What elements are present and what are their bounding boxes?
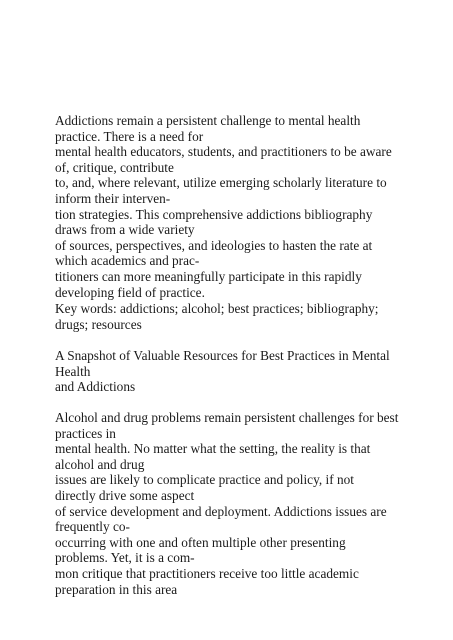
abstract-line: draws from a wide variety (55, 222, 195, 238)
abstract-line: inform their interven- (55, 190, 171, 206)
section-heading (55, 348, 415, 395)
abstract-line: practice. There is a need for (55, 128, 204, 144)
body-line: Alcohol and drug problems remain persistent challenges for best (55, 410, 399, 425)
body-line: frequently co- (55, 519, 130, 535)
keywords-line: Key words: addictions; alcohol; best practices; bibliography; (55, 301, 379, 316)
keywords-line: drugs; resources (55, 316, 142, 332)
body-paragraph (55, 410, 415, 597)
abstract-paragraph (55, 113, 415, 300)
heading-line: and Addictions (55, 379, 136, 395)
body-line: practices in (55, 425, 116, 441)
abstract-line: mental health educators, students, and practitioners to be aware (55, 144, 392, 160)
abstract-line: Addictions remain a persistent challenge to mental health (55, 113, 361, 128)
heading-line: A Snapshot of Valuable Resources for Best Practices in Mental (55, 348, 390, 363)
abstract-line: of, critique, contribute (55, 159, 174, 175)
abstract-line: to, and, where relevant, utilize emerging scholarly literature to (55, 175, 387, 191)
abstract-line: which academics and prac- (55, 253, 200, 269)
body-line: mental health. No matter what the setting, the reality is that (55, 441, 371, 457)
abstract-line: developing field of practice. (55, 284, 205, 300)
body-line: alcohol and drug (55, 456, 145, 472)
body-line: issues are likely to complicate practice and policy, if not (55, 472, 354, 488)
abstract-line: titioners can more meaningfully participate in this rapidly (55, 268, 362, 284)
body-line: problems. Yet, it is a com- (55, 550, 195, 566)
body-line: directly drive some aspect (55, 487, 195, 503)
abstract-line: tion strategies. This comprehensive addictions bibliography (55, 206, 373, 222)
keywords-paragraph (55, 301, 415, 332)
body-line: preparation in this area (55, 581, 178, 597)
body-line: mon critique that practitioners receive too little academic (55, 565, 359, 581)
body-line: of service development and deployment. Addictions issues are (55, 503, 387, 519)
abstract-line: of sources, perspectives, and ideologies to hasten the rate at (55, 237, 373, 253)
body-line: occurring with one and often multiple other presenting (55, 534, 346, 550)
heading-line: Health (55, 363, 91, 379)
